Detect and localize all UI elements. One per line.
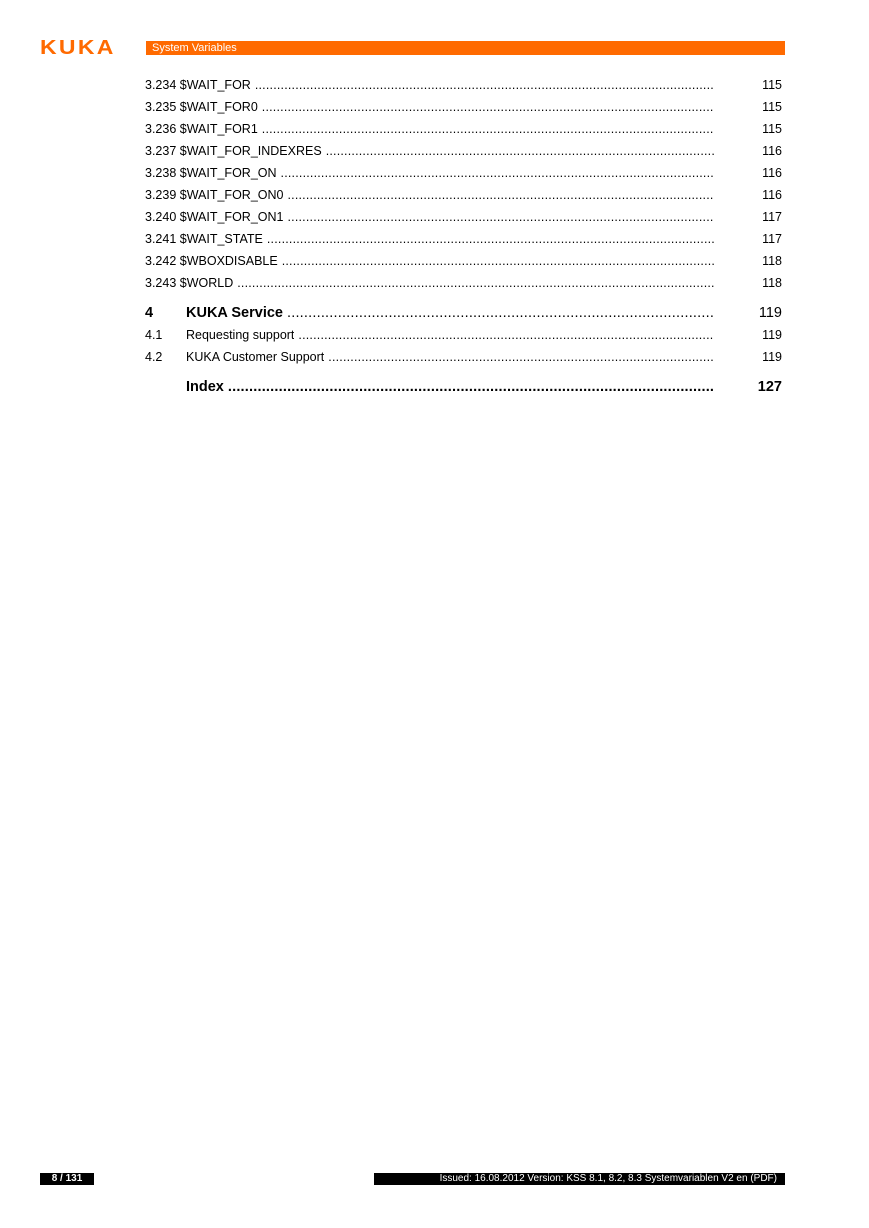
leader-dots [262,122,714,136]
section-title: System Variables [152,42,237,54]
toc-entry-label: 3.234 $WAIT_FOR [145,78,251,92]
leader-dots [228,379,714,395]
toc-entry-label: 3.237 $WAIT_FOR_INDEXRES [145,144,322,158]
toc-entry-page: 116 [762,188,782,202]
toc-entry[interactable] [145,144,786,166]
subentry-page: 119 [762,350,782,364]
toc-chapter[interactable] [145,298,786,328]
toc-entry-label: 3.243 $WORLD [145,276,234,290]
toc-entry-label: 3.238 $WAIT_FOR_ON [145,166,277,180]
toc-entry-label: 3.236 $WAIT_FOR1 [145,122,258,136]
toc-entry[interactable] [145,100,786,122]
subentry-number: 4.1 [145,328,163,342]
toc-entry-label: 3.240 $WAIT_FOR_ON1 [145,210,284,224]
toc-entry-page: 116 [762,144,782,158]
toc-entry-label: 3.241 $WAIT_STATE [145,232,263,246]
toc-index[interactable] [145,372,786,402]
toc-entry[interactable] [145,166,786,188]
kuka-logo: KUKA [40,37,116,59]
toc-entry[interactable] [145,78,786,100]
section-header-bar [146,41,785,55]
toc-entry-label: 3.242 $WBOXDISABLE [145,254,278,268]
toc-entry[interactable] [145,232,786,254]
index-label: Index [186,379,224,395]
footer-page-number: 8 / 131 [40,1173,94,1185]
toc-entry[interactable] [145,276,786,298]
toc-entry[interactable] [145,254,786,276]
toc-entry-label: 3.239 $WAIT_FOR_ON0 [145,188,284,202]
leader-dots [328,350,714,364]
toc-entry-page: 115 [762,78,782,92]
footer-issue-info: Issued: 16.08.2012 Version: KSS 8.1, 8.2, 8.3 Systemvariablen V2 en (PDF) [374,1173,785,1185]
leader-dots [281,166,714,180]
toc-subentry[interactable] [145,328,786,350]
subentry-label: KUKA Customer Support [186,350,325,364]
leader-dots [287,305,714,321]
toc-entry[interactable] [145,188,786,210]
leader-dots [267,232,714,246]
subentry-number: 4.2 [145,350,163,364]
leader-dots [287,210,714,224]
toc-entry[interactable] [145,122,786,144]
chapter-page: 119 [758,305,782,321]
toc-entry-page: 116 [762,166,782,180]
toc-entry-page: 118 [762,254,782,268]
toc-subentry[interactable] [145,350,786,372]
chapter-number: 4 [145,305,154,321]
toc-entry-page: 117 [762,232,782,246]
leader-dots [298,328,714,342]
leader-dots [287,188,714,202]
toc-entry-page: 117 [762,210,782,224]
leader-dots [326,144,714,158]
subentry-page: 119 [762,328,782,342]
leader-dots [255,78,714,92]
subentry-label: Requesting support [186,328,295,342]
leader-dots [237,276,714,290]
leader-dots [262,100,714,114]
toc-entry[interactable] [145,210,786,232]
leader-dots [282,254,714,268]
index-page: 127 [757,379,782,395]
chapter-label: KUKA Service [186,305,283,321]
toc-entry-page: 115 [762,100,782,114]
toc-entry-page: 118 [762,276,782,290]
table-of-contents [145,78,786,402]
toc-entry-label: 3.235 $WAIT_FOR0 [145,100,258,114]
toc-entry-page: 115 [762,122,782,136]
